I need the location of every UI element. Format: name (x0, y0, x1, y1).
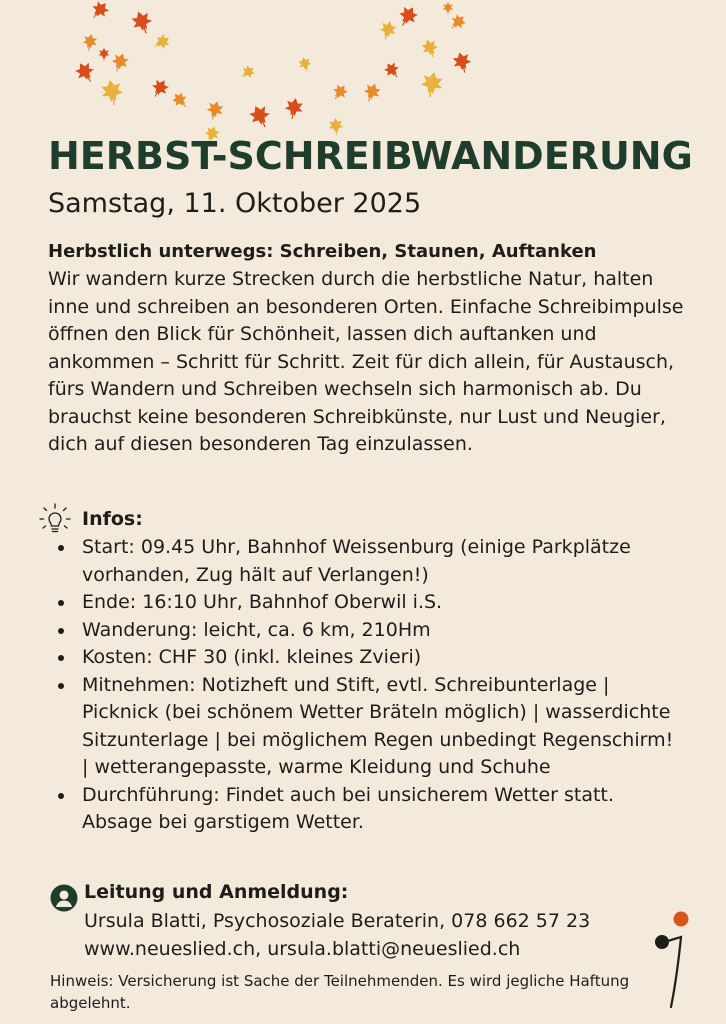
leaf-13 (297, 56, 313, 73)
liability-note: Hinweis: Versicherung ist Sache der Teilnehmenden. Es wird jegliche Haftung abgelehnt. (50, 972, 630, 1012)
leaf-24 (443, 2, 454, 15)
leaf-4 (72, 59, 98, 86)
leaf-23 (451, 50, 474, 75)
leaf-14 (329, 81, 350, 103)
info-item-bring: Mitnehmen: Notizheft und Stift, evtl. Schreibunterlage | Picknick (bei schönem Wetter Bräteln möglich) | wasserdichte Sitzunterlage | bei möglichem Regen unbedingt Regenschirm! | wetterangepasste, warme Kleidung und Schuhe (82, 672, 682, 782)
leaf-17 (382, 59, 403, 81)
leaf-20 (419, 37, 441, 60)
leaf-0 (87, 0, 112, 23)
leaf-19 (395, 3, 421, 30)
leaf-7 (148, 76, 171, 100)
info-item-hike: Wanderung: leicht, ca. 6 km, 210Hm (82, 617, 682, 645)
info-item-start: Start: 09.45 Uhr, Bahnhof Weissenburg (einige Parkplätze vorhanden, Zug hält auf Verlangen!) (82, 534, 682, 589)
leaf-22 (447, 11, 469, 33)
contact-heading: Leitung und Anmeldung: (84, 881, 349, 903)
person-icon (50, 884, 78, 912)
leaf-12 (283, 97, 304, 121)
leaf-1 (129, 8, 156, 36)
event-date: Samstag, 11. Oktober 2025 (48, 188, 422, 219)
leaf-26 (99, 48, 110, 61)
leaf-15 (328, 117, 344, 135)
leaf-6 (99, 78, 125, 107)
leaf-10 (238, 63, 257, 82)
leaf-2 (81, 33, 98, 52)
leaf-3 (151, 32, 173, 53)
leaf-8 (169, 89, 191, 111)
contact-web-email[interactable]: www.neueslied.ch, ursula.blatti@neueslied.ch (84, 938, 521, 960)
info-item-end: Ende: 16:10 Uhr, Bahnhof Oberwil i.S. (82, 589, 682, 617)
leaf-18 (378, 19, 399, 41)
info-item-cost: Kosten: CHF 30 (inkl. kleines Zvieri) (82, 644, 682, 672)
infos-list (82, 534, 682, 837)
autumn-leaves-decoration (0, 0, 726, 150)
info-item-weather: Durchführung: Findet auch bei unsicherem Wetter statt. Absage bei garstigem Wetter. (82, 782, 682, 837)
leaf-21 (419, 70, 445, 99)
lightbulb-icon (38, 502, 72, 538)
page-title: HERBST-SCHREIBWANDERUNG (48, 134, 693, 178)
leaf-5 (109, 51, 131, 74)
neueslied-logo (648, 908, 694, 1008)
leaf-16 (361, 81, 383, 104)
leaf-9 (205, 99, 226, 121)
leaf-11 (246, 102, 274, 131)
infos-heading: Infos: (82, 508, 143, 530)
contact-person: Ursula Blatti, Psychosoziale Beraterin, 078 662 57 23 (84, 910, 591, 932)
intro-heading: Herbstlich unterwegs: Schreiben, Staunen, Auftanken (48, 241, 597, 262)
intro-text: Wir wandern kurze Strecken durch die herbstliche Natur, halten inne und schreiben an besonderen Orten. Einfache Schreibimpulse öffnen den Blick für Schönheit, lassen dich auftanken und ankommen – Schritt für Schritt. Zeit für dich allein, für Austausch, fürs Wandern und Schreiben wechseln sich harmonisch ab. Du brauchst keine besonderen Schreibkünste, nur Lust und Neugier, dich auf diesen besonderen Tag einzulassen. (48, 268, 684, 455)
